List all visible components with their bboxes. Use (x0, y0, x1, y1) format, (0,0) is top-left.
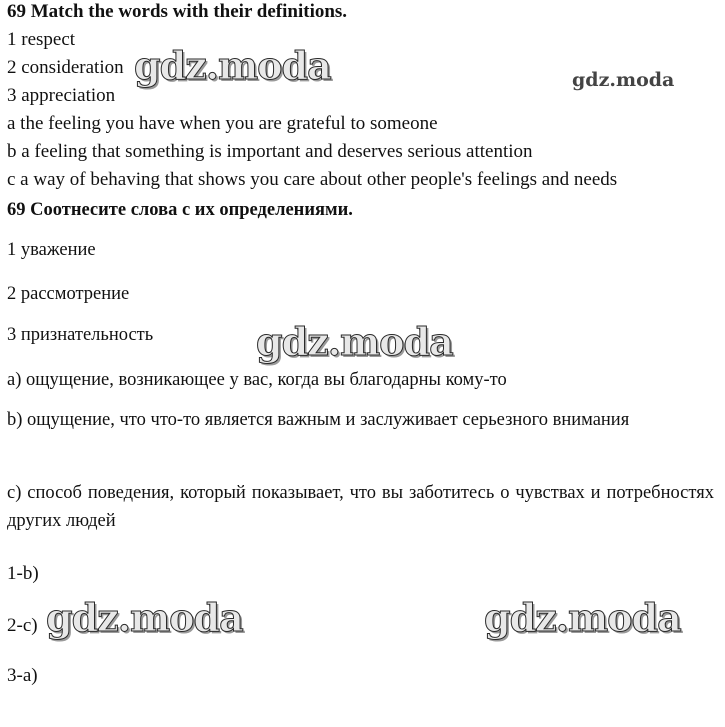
russian-word-3: 3 признательность (7, 325, 154, 345)
answer-2: 2-c) (7, 615, 38, 636)
english-definition-c: c a way of behaving that shows you care about other people's feelings and needs (7, 169, 618, 190)
russian-heading: 69 Соотнесите слова с их определениями. (7, 200, 353, 220)
russian-definition-b: b) ощущение, что что-то является важным и заслуживает серьезного внимания (7, 410, 630, 430)
english-definition-a: a the feeling you have when you are grateful to someone (7, 113, 438, 134)
english-heading: 69 Match the words with their definitions. (7, 1, 348, 22)
russian-word-2: 2 рассмотрение (7, 284, 130, 304)
watermark: gdz.moda (256, 319, 453, 364)
watermark: gdz.moda (572, 69, 675, 91)
english-word-2: 2 consideration (7, 57, 124, 78)
russian-definition-a: а) ощущение, возникающее у вас, когда вы благодарны кому-то (7, 370, 507, 390)
watermark: gdz.moda (134, 43, 331, 88)
answer-3: 3-a) (7, 665, 38, 686)
english-word-3: 3 appreciation (7, 85, 116, 106)
watermark: gdz.moda (484, 595, 681, 640)
watermark: gdz.moda (46, 595, 243, 640)
english-word-1: 1 respect (7, 29, 76, 50)
answer-1: 1-b) (7, 563, 39, 584)
russian-word-1: 1 уважение (7, 240, 96, 260)
russian-definition-c: с) способ поведения, который показывает, что вы заботитесь о чувствах и потребностях других людей (7, 483, 714, 531)
english-definition-b: b a feeling that something is important and deserves serious attention (7, 141, 533, 162)
